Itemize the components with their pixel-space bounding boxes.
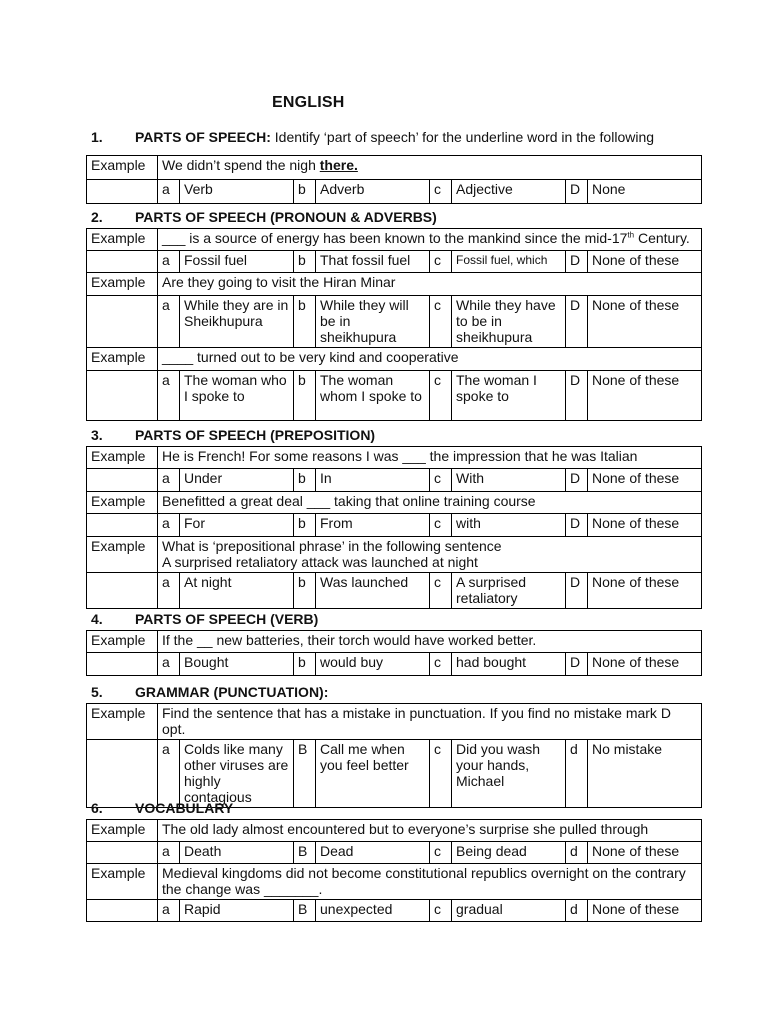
option-c: Adjective (452, 180, 566, 204)
question-text: Are they going to visit the Hiran Minar (158, 273, 702, 296)
example-label: Example (87, 348, 158, 371)
option-d: None of these (588, 842, 702, 864)
option-letter: b (294, 251, 316, 273)
option-letter: c (430, 296, 452, 348)
option-b: unexpected (316, 900, 430, 922)
option-a: At night (180, 573, 294, 609)
document-title: ENGLISH (272, 94, 345, 111)
question-table-1 (86, 155, 702, 204)
option-a: Verb (180, 180, 294, 204)
option-c: The woman I spoke to (452, 371, 566, 421)
option-letter: B (294, 900, 316, 922)
option-letter: c (430, 469, 452, 492)
option-a: Bought (180, 653, 294, 676)
option-letter: b (294, 514, 316, 537)
option-letter: D (566, 469, 588, 492)
section-number: 4. (91, 611, 103, 627)
option-letter: D (566, 573, 588, 609)
question-text: Medieval kingdoms did not become constitutional republics overnight on the contrary the change was _______. (158, 864, 702, 900)
blank-cell (87, 296, 158, 348)
option-letter: b (294, 180, 316, 204)
blank-cell (87, 180, 158, 204)
option-d: None of these (588, 653, 702, 676)
option-letter: c (430, 573, 452, 609)
option-letter: a (158, 296, 180, 348)
option-a: Death (180, 842, 294, 864)
option-letter: a (158, 371, 180, 421)
option-letter: c (430, 900, 452, 922)
option-c: with (452, 514, 566, 537)
option-b: Was launched (316, 573, 430, 609)
option-d: None of these (588, 514, 702, 537)
option-a: Fossil fuel (180, 251, 294, 273)
option-b: The woman whom I spoke to (316, 371, 430, 421)
option-d: None of these (588, 371, 702, 421)
option-a: For (180, 514, 294, 537)
question-text: He is French! For some reasons I was ___ the impression that he was Italian (158, 447, 702, 469)
blank-cell (87, 371, 158, 421)
option-letter: a (158, 469, 180, 492)
section-title: PARTS OF SPEECH (PREPOSITION) (135, 427, 376, 443)
option-letter: D (566, 371, 588, 421)
option-letter: d (566, 740, 588, 808)
option-c: had bought (452, 653, 566, 676)
example-label: Example (87, 492, 158, 514)
section-number: 1. (91, 129, 103, 145)
option-a: Rapid (180, 900, 294, 922)
section-title: PARTS OF SPEECH: (135, 129, 271, 145)
section-heading-6 (91, 800, 233, 816)
section-number: 5. (91, 684, 103, 700)
option-d: None of these (588, 469, 702, 492)
question-text: Benefitted a great deal ___ taking that online training course (158, 492, 702, 514)
option-b: While they will be in sheikhupura (316, 296, 430, 348)
option-c: Being dead (452, 842, 566, 864)
option-letter: D (566, 296, 588, 348)
option-letter: a (158, 740, 180, 808)
option-letter: c (430, 180, 452, 204)
option-c: A surprised retaliatory (452, 573, 566, 609)
option-letter: a (158, 573, 180, 609)
option-letter: a (158, 842, 180, 864)
question-table-3 (86, 446, 702, 609)
underlined-word: there. (319, 157, 358, 173)
section-title: VOCABULARY (135, 800, 234, 816)
option-a: The woman who I spoke to (180, 371, 294, 421)
option-b: That fossil fuel (316, 251, 430, 273)
blank-cell (87, 740, 158, 808)
option-c: With (452, 469, 566, 492)
question-text: ___ is a source of energy has been known to the mankind since the mid-17th Century. (158, 229, 702, 251)
option-letter: c (430, 842, 452, 864)
blank-cell (87, 900, 158, 922)
option-letter: d (566, 842, 588, 864)
option-a: While they are in Sheikhupura (180, 296, 294, 348)
option-letter: a (158, 653, 180, 676)
option-c: gradual (452, 900, 566, 922)
example-label: Example (87, 229, 158, 251)
section-heading-4 (91, 611, 318, 627)
option-letter: b (294, 653, 316, 676)
option-letter: b (294, 296, 316, 348)
question-text: What is ‘prepositional phrase’ in the following sentence A surprised retaliatory attack was launched at night (158, 537, 702, 573)
option-c: While they have to be in sheikhupura (452, 296, 566, 348)
section-number: 3. (91, 427, 103, 443)
question-table-6 (86, 819, 702, 922)
question-text: Find the sentence that has a mistake in punctuation. If you find no mistake mark D opt. (158, 704, 702, 740)
option-d: No mistake (588, 740, 702, 808)
section-heading-2 (91, 209, 437, 225)
option-letter: a (158, 900, 180, 922)
option-d: None of these (588, 900, 702, 922)
example-label: Example (87, 273, 158, 296)
question-table-5 (86, 703, 702, 808)
section-heading-1 (91, 129, 654, 145)
section-title: PARTS OF SPEECH (VERB) (135, 611, 319, 627)
option-letter: D (566, 180, 588, 204)
question-table-4 (86, 630, 702, 676)
question-text: If the __ new batteries, their torch would have worked better. (158, 631, 702, 653)
section-number: 6. (91, 800, 103, 816)
blank-cell (87, 514, 158, 537)
option-c: Fossil fuel, which (452, 251, 566, 273)
blank-cell (87, 653, 158, 676)
section-number: 2. (91, 209, 103, 225)
option-letter: d (566, 900, 588, 922)
section-title: PARTS OF SPEECH (PRONOUN & ADVERBS) (135, 209, 437, 225)
option-letter: a (158, 514, 180, 537)
option-letter: B (294, 842, 316, 864)
option-letter: B (294, 740, 316, 808)
option-letter: D (566, 514, 588, 537)
option-letter: b (294, 469, 316, 492)
blank-cell (87, 573, 158, 609)
option-d: None of these (588, 573, 702, 609)
example-label: Example (87, 447, 158, 469)
blank-cell (87, 842, 158, 864)
option-letter: D (566, 251, 588, 273)
section-description: Identify ‘part of speech’ for the underline word in the following (270, 129, 655, 145)
question-text: ____ turned out to be very kind and cooperative (158, 348, 702, 371)
option-letter: c (430, 653, 452, 676)
example-label: Example (87, 820, 158, 842)
option-c: Did you wash your hands, Michael (452, 740, 566, 808)
option-d: None of these (588, 296, 702, 348)
option-letter: b (294, 371, 316, 421)
example-label: Example (87, 704, 158, 740)
option-letter: D (566, 653, 588, 676)
option-b: Adverb (316, 180, 430, 204)
option-b: From (316, 514, 430, 537)
section-heading-3 (91, 427, 375, 443)
section-title: GRAMMAR (PUNCTUATION): (135, 684, 329, 700)
question-text: The old lady almost encountered but to everyone’s surprise she pulled through (158, 820, 702, 842)
example-label: Example (87, 156, 158, 180)
question-text: We didn’t spend the nigh there. (158, 156, 702, 180)
example-label: Example (87, 631, 158, 653)
question-table-2 (86, 228, 702, 421)
option-d: None of these (588, 251, 702, 273)
option-letter: b (294, 573, 316, 609)
example-label: Example (87, 537, 158, 573)
blank-cell (87, 469, 158, 492)
option-d: None (588, 180, 702, 204)
option-b: In (316, 469, 430, 492)
option-letter: c (430, 740, 452, 808)
option-b: Call me when you feel better (316, 740, 430, 808)
option-letter: c (430, 514, 452, 537)
option-a: Colds like many other viruses are highly contagious (180, 740, 294, 808)
option-letter: a (158, 180, 180, 204)
example-label: Example (87, 864, 158, 900)
option-b: Dead (316, 842, 430, 864)
option-b: would buy (316, 653, 430, 676)
option-letter: a (158, 251, 180, 273)
option-letter: c (430, 371, 452, 421)
option-letter: c (430, 251, 452, 273)
option-a: Under (180, 469, 294, 492)
section-heading-5 (91, 684, 328, 700)
blank-cell (87, 251, 158, 273)
